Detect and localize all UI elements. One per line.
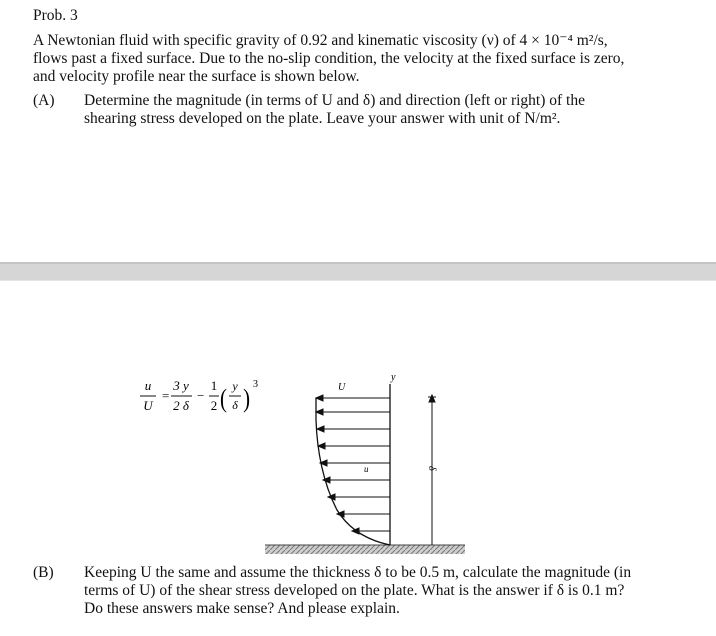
velocity-profile-curve — [316, 398, 390, 545]
thickness-label: δ — [426, 466, 437, 471]
local-velocity-label: u — [364, 464, 369, 474]
eq-power: 3 — [253, 379, 258, 390]
intro-line-2: flows past a fixed surface. Due to the no-slip condition, the velocity at the fixed surface is zero, — [33, 50, 625, 67]
intro-line-1: A Newtonian fluid with specific gravity of 0.92 and kinematic viscosity (ν) of 4 × 10⁻⁴ m²/s, — [33, 32, 608, 49]
velocity-arrows — [316, 395, 390, 534]
eq-minus: − — [197, 388, 205, 403]
eq-equals: = — [162, 388, 170, 403]
svg-text:(: ( — [220, 384, 227, 414]
part-b-label: (B) — [33, 564, 54, 581]
part-a-label: (A) — [33, 92, 55, 109]
eq-term2-denominator: 2 — [210, 398, 218, 413]
velocity-profile-equation — [140, 378, 258, 414]
intro-line-3: and velocity profile near the surface is shown below. — [33, 68, 360, 85]
eq-paren-numerator: y — [232, 379, 238, 393]
part-a-line-1: Determine the magnitude (in terms of U and δ) and direction (left or right) of the — [84, 92, 585, 109]
eq-lhs-numerator: u — [144, 378, 152, 393]
eq-paren-denominator: δ — [232, 398, 238, 412]
fixed-plate — [265, 545, 465, 554]
eq-lhs-denominator: U — [143, 398, 153, 413]
eq-term2-numerator: 1 — [210, 378, 218, 393]
eq-term1-numerator: 3 y — [173, 378, 189, 393]
y-axis-label: y — [391, 372, 396, 383]
problem-title: Prob. 3 — [33, 7, 78, 24]
free-stream-label: U — [338, 382, 346, 393]
part-b-line-3: Do these answers make sense? And please explain. — [84, 600, 400, 617]
part-b-line-1: Keeping U the same and assume the thickness δ to be 0.5 m, calculate the magnitude (in — [84, 564, 632, 581]
part-b-line-2: terms of U) of the shear stress developed on the plate. What is the answer if δ is 0.1 m? — [84, 582, 625, 599]
part-a-line-2: shearing stress developed on the plate. Leave your answer with unit of N/m². — [84, 110, 561, 127]
eq-term1-denominator: 2 δ — [173, 398, 189, 413]
svg-text:): ) — [243, 384, 251, 414]
